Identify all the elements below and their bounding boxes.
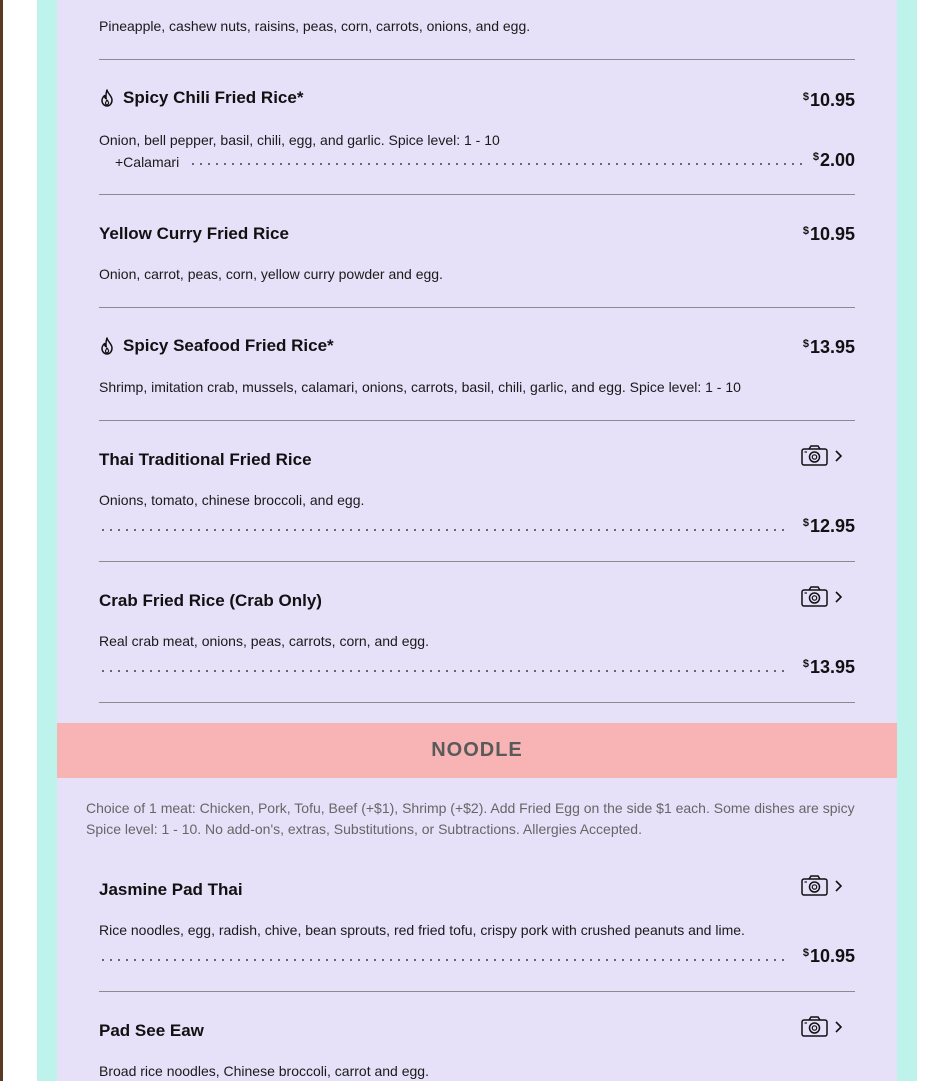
menu-item-spicy-seafood-fried-rice[interactable] bbox=[99, 336, 855, 406]
item-divider bbox=[99, 561, 855, 562]
item-name: Spicy Seafood Fried Rice* bbox=[123, 336, 334, 355]
item-divider bbox=[99, 59, 855, 60]
item-name: Pad See Eaw bbox=[99, 1021, 204, 1040]
section-note bbox=[86, 798, 866, 840]
item-price: $10.95 bbox=[802, 224, 855, 244]
item-price: $12.95 bbox=[802, 516, 855, 536]
addon-price: $2.00 bbox=[812, 150, 855, 170]
dot-leader bbox=[99, 959, 789, 961]
item-name-row bbox=[99, 88, 303, 108]
chevron-right-icon bbox=[833, 879, 845, 893]
photo-link[interactable] bbox=[801, 1016, 845, 1038]
item-description: Pineapple, cashew nuts, raisins, peas, corn, carrots, onions, and egg. bbox=[99, 18, 531, 34]
menu-item-pad-see-eaw[interactable] bbox=[99, 1016, 855, 1081]
camera-icon bbox=[801, 445, 829, 467]
chevron-right-icon bbox=[833, 449, 845, 463]
section-header-noodle bbox=[57, 723, 897, 778]
menu-item-spicy-chili-fried-rice[interactable] bbox=[99, 88, 855, 188]
item-price: $10.95 bbox=[802, 90, 855, 110]
dot-leader bbox=[99, 529, 789, 531]
camera-icon bbox=[801, 875, 829, 897]
item-name-row bbox=[99, 336, 334, 356]
item-divider bbox=[99, 307, 855, 308]
photo-link[interactable] bbox=[801, 586, 845, 608]
item-description: Rice noodles, egg, radish, chive, bean sprouts, red fried tofu, crispy pork with crushed peanuts and lime. bbox=[99, 922, 745, 938]
section-note-line: Spice level: 1 - 10. No add-on's, extras, Substitutions, or Subtractions. Allergies Accepted. bbox=[86, 821, 642, 837]
dot-leader bbox=[189, 163, 803, 165]
menu-panel bbox=[57, 0, 897, 1081]
item-name: Thai Traditional Fried Rice bbox=[99, 450, 312, 469]
chevron-right-icon bbox=[833, 1020, 845, 1034]
item-name: Jasmine Pad Thai bbox=[99, 880, 243, 899]
item-name: Crab Fried Rice (Crab Only) bbox=[99, 591, 322, 610]
item-divider bbox=[99, 991, 855, 992]
item-name: Spicy Chili Fried Rice* bbox=[123, 88, 304, 107]
item-price: $10.95 bbox=[802, 946, 855, 966]
item-description: Real crab meat, onions, peas, carrots, corn, and egg. bbox=[99, 633, 429, 649]
addon-label: +Calamari bbox=[115, 154, 180, 170]
chevron-right-icon bbox=[833, 590, 845, 604]
menu-frame bbox=[37, 0, 917, 1081]
menu-item-yellow-curry-fried-rice[interactable] bbox=[99, 224, 855, 294]
section-title: NOODLE bbox=[431, 739, 523, 761]
menu-item-jasmine-pad-thai[interactable] bbox=[99, 875, 855, 985]
menu-item-crab-fried-rice[interactable] bbox=[99, 586, 855, 696]
item-description: Broad rice noodles, Chinese broccoli, carrot and egg. bbox=[99, 1063, 429, 1079]
item-description: Onion, bell pepper, basil, chili, egg, and garlic. Spice level: 1 - 10 bbox=[99, 132, 500, 148]
flame-icon bbox=[99, 337, 115, 355]
flame-icon bbox=[99, 89, 115, 107]
camera-icon bbox=[801, 1016, 829, 1038]
item-divider bbox=[99, 420, 855, 421]
item-description: Shrimp, imitation crab, mussels, calamari, onions, carrots, basil, chili, garlic, and egg. Spice level: 1 - 10 bbox=[99, 379, 741, 395]
item-price: $13.95 bbox=[802, 657, 855, 677]
section-note-line: Choice of 1 meat: Chicken, Pork, Tofu, Beef (+$1), Shrimp (+$2). Add Fried Egg on the side $1 each. Some dishes are spicy bbox=[86, 800, 855, 816]
page-left-edge bbox=[0, 0, 3, 1081]
camera-icon bbox=[801, 586, 829, 608]
item-name: Yellow Curry Fried Rice bbox=[99, 224, 289, 243]
item-price: $13.95 bbox=[802, 337, 855, 357]
dot-leader bbox=[99, 670, 789, 672]
item-divider bbox=[99, 194, 855, 195]
photo-link[interactable] bbox=[801, 445, 845, 467]
photo-link[interactable] bbox=[801, 875, 845, 897]
item-description: Onions, tomato, chinese broccoli, and egg. bbox=[99, 492, 365, 508]
item-description: Onion, carrot, peas, corn, yellow curry powder and egg. bbox=[99, 266, 443, 282]
item-divider bbox=[99, 702, 855, 703]
menu-item-thai-traditional-fried-rice[interactable] bbox=[99, 445, 855, 555]
